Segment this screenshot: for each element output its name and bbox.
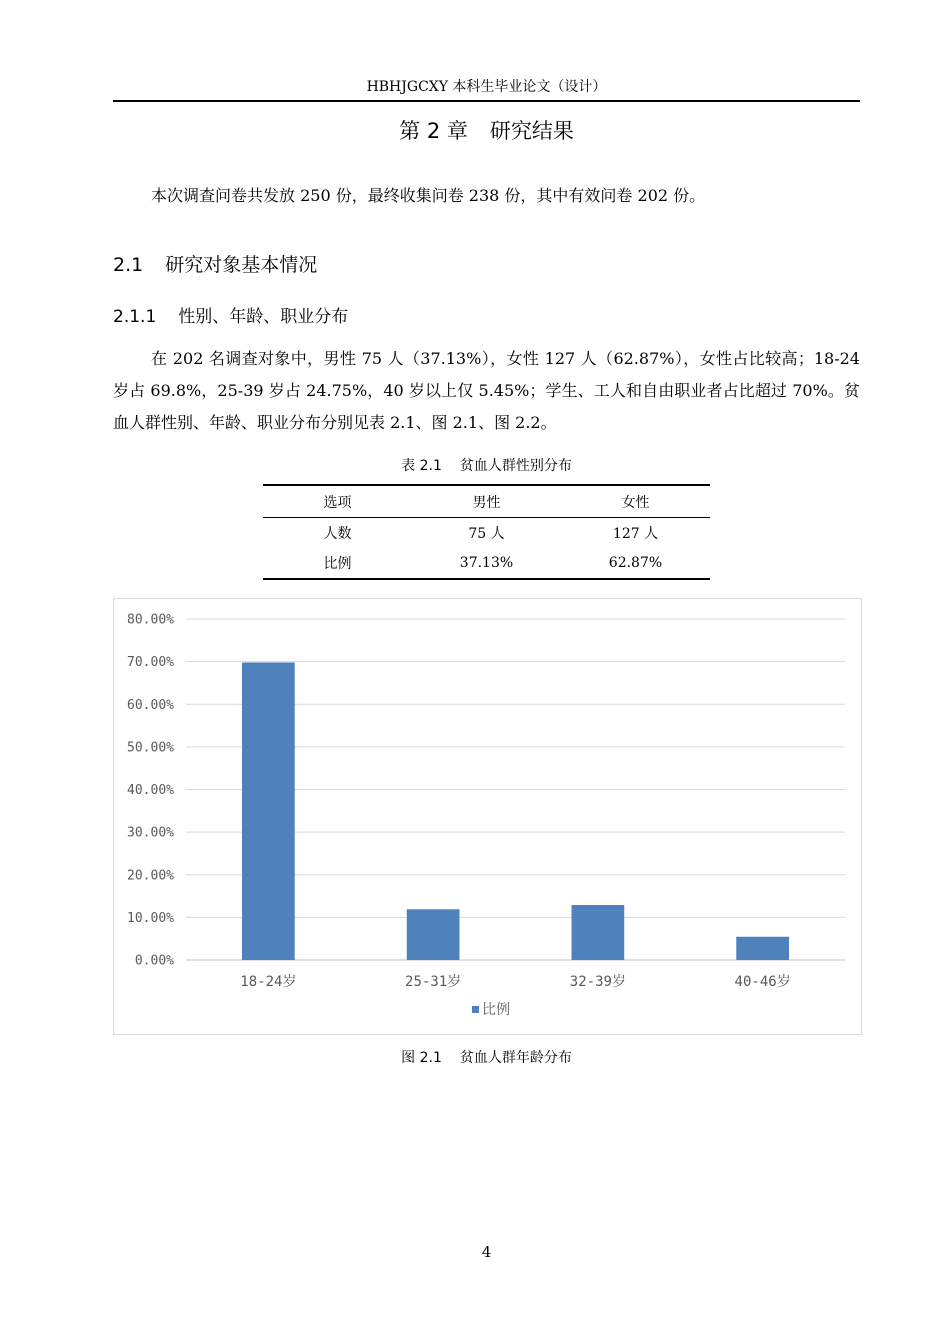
table-cell: 人数: [323, 526, 352, 542]
chapter-number: 第 2 章: [399, 119, 468, 143]
table-header-cell: 选项: [323, 494, 352, 511]
chapter-name: 研究结果: [489, 119, 574, 143]
y-tick-label: 50.00%: [127, 740, 174, 756]
age-chart-svg: [114, 599, 863, 1036]
running-header: HBHJGCXY 本科生毕业论文（设计）: [366, 79, 607, 95]
header-rule: [113, 100, 860, 102]
x-tick-label: 32-39岁: [569, 974, 626, 990]
subsection-heading: [113, 303, 348, 331]
x-tick-label: 18-24岁: [240, 974, 297, 990]
bar: [242, 662, 295, 960]
gender-table: [263, 484, 710, 580]
chapter-title: [113, 116, 860, 146]
y-tick-label: 80.00%: [127, 612, 174, 628]
table-header-cell: 女性: [621, 494, 650, 511]
y-tick-label: 30.00%: [127, 825, 174, 841]
y-tick-label: 10.00%: [127, 910, 174, 926]
table-caption: [113, 455, 860, 477]
legend-label: 比例: [482, 1002, 510, 1018]
table-caption-title: 贫血人群性别分布: [459, 458, 572, 474]
page-number: 4: [481, 1243, 492, 1261]
figure-caption-number: 图 2.1: [401, 1050, 442, 1066]
table-header-cell: 男性: [472, 494, 501, 511]
body-paragraph: 在 202 名调查对象中，男性 75 人（37.13%），女性 127 人（62.87%），女性占比较高；18-24 岁占 69.8%，25-39 岁占 24.75%，40 岁以上仅 5.45%；学生、工人和自由职业者占比超过 70%。贫血人群性别、年龄、职业分布分别见表 2.1、图 2.1、图 2.2。: [113, 349, 860, 432]
subsection-title: 性别、年龄、职业分布: [178, 307, 349, 327]
subsection-number: 2.1.1: [113, 307, 157, 327]
bar: [572, 905, 625, 960]
y-tick-label: 0.00%: [134, 953, 174, 969]
section-number: 2.1: [113, 254, 144, 276]
bar: [736, 937, 789, 960]
figure-caption-title: 贫血人群年龄分布: [459, 1050, 572, 1066]
table-row: [263, 548, 710, 579]
table-header-row: [263, 485, 710, 518]
y-tick-label: 40.00%: [127, 783, 174, 798]
figure-caption: [113, 1047, 860, 1069]
section-heading: [113, 250, 317, 280]
age-chart: [113, 598, 862, 1035]
table-caption-number: 表 2.1: [401, 458, 442, 474]
table-cell: 37.13%: [459, 555, 514, 571]
table-cell: 75 人: [468, 526, 505, 542]
section-title: 研究对象基本情况: [165, 254, 318, 276]
x-tick-label: 25-31岁: [405, 974, 462, 990]
x-tick-label: 40-46岁: [734, 974, 791, 990]
legend-swatch: [472, 1006, 479, 1013]
intro-paragraph: 本次调查问卷共发放 250 份，最终收集问卷 238 份，其中有效问卷 202 份。: [151, 186, 706, 205]
y-tick-label: 60.00%: [127, 697, 174, 713]
table-row: [263, 518, 710, 549]
y-tick-label: 20.00%: [127, 868, 174, 884]
table-cell: 127 人: [612, 526, 659, 542]
y-tick-label: 70.00%: [127, 655, 174, 671]
table-cell: 62.87%: [608, 555, 663, 571]
bar: [407, 909, 460, 960]
table-cell: 比例: [323, 556, 352, 572]
